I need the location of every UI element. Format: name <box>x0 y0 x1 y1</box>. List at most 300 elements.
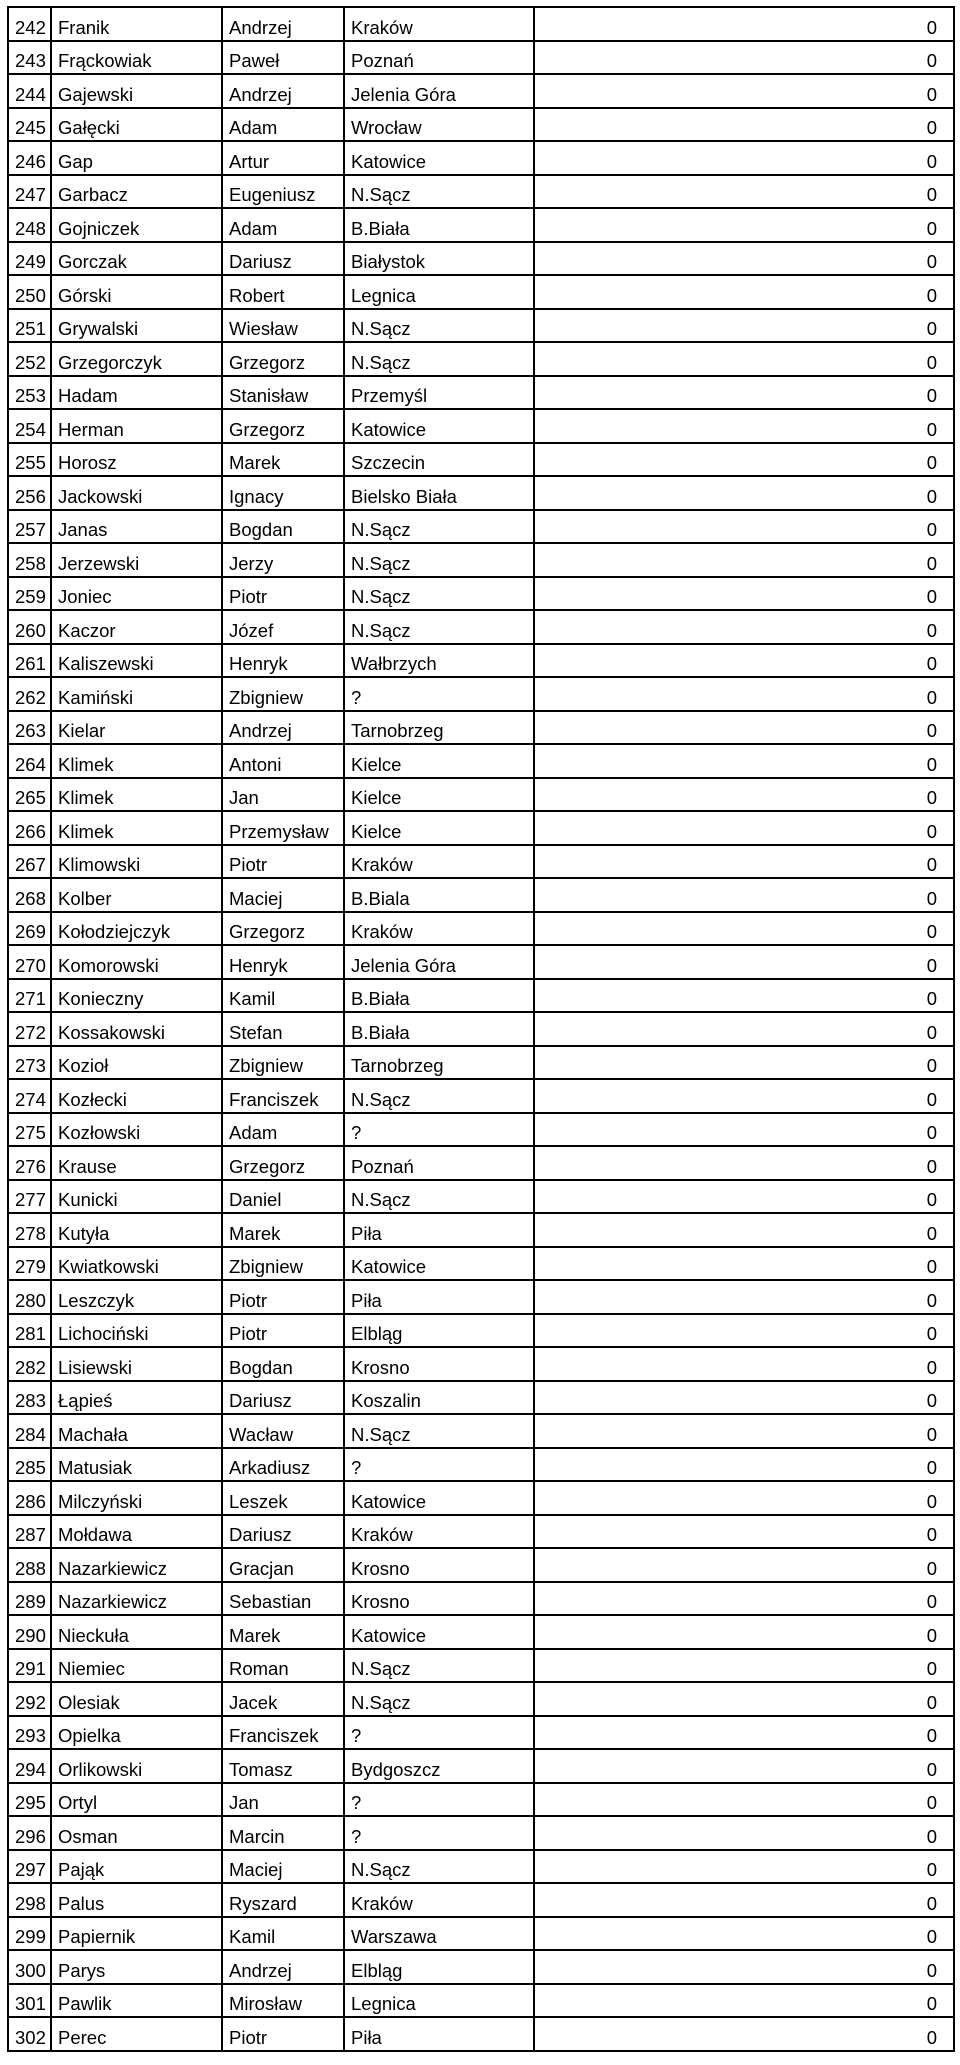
first-name-cell: Jacek <box>222 1682 344 1716</box>
last-name-cell: Parys <box>51 1950 222 1984</box>
score-cell: 0 <box>534 1515 954 1549</box>
last-name-cell: Opielka <box>51 1716 222 1750</box>
last-name-cell: Gajewski <box>51 74 222 108</box>
table-row <box>8 41 954 75</box>
first-name-cell: Maciej <box>222 878 344 912</box>
city-cell: Elbląg <box>344 1950 534 1984</box>
city-cell: N.Sącz <box>344 1414 534 1448</box>
row-number: 286 <box>8 1481 51 1515</box>
city-cell: N.Sącz <box>344 1649 534 1683</box>
city-cell: Jelenia Góra <box>344 945 534 979</box>
first-name-cell: Roman <box>222 1649 344 1683</box>
city-cell: Tarnobrzeg <box>344 1046 534 1080</box>
row-number: 300 <box>8 1950 51 1984</box>
last-name-cell: Kaliszewski <box>51 644 222 678</box>
score-cell: 0 <box>534 1280 954 1314</box>
table-row <box>8 1079 954 1113</box>
score-cell: 0 <box>534 1548 954 1582</box>
table-row <box>8 376 954 410</box>
city-cell: Katowice <box>344 409 534 443</box>
last-name-cell: Nieckuła <box>51 1615 222 1649</box>
score-cell: 0 <box>534 1247 954 1281</box>
first-name-cell: Piotr <box>222 845 344 879</box>
row-number: 279 <box>8 1247 51 1281</box>
city-cell: N.Sącz <box>344 1850 534 1884</box>
first-name-cell: Daniel <box>222 1180 344 1214</box>
table-row <box>8 1448 954 1482</box>
city-cell: Szczecin <box>344 443 534 477</box>
city-cell: Białystok <box>344 242 534 276</box>
last-name-cell: Grywalski <box>51 309 222 343</box>
last-name-cell: Konieczny <box>51 979 222 1013</box>
table-row <box>8 242 954 276</box>
score-cell: 0 <box>534 1314 954 1348</box>
last-name-cell: Krause <box>51 1146 222 1180</box>
first-name-cell: Marek <box>222 1615 344 1649</box>
table-row <box>8 1984 954 2018</box>
first-name-cell: Franciszek <box>222 1079 344 1113</box>
last-name-cell: Kielar <box>51 711 222 745</box>
score-cell: 0 <box>534 945 954 979</box>
row-number: 254 <box>8 409 51 443</box>
score-cell: 0 <box>534 1816 954 1850</box>
last-name-cell: Perec <box>51 2017 222 2051</box>
row-number: 290 <box>8 1615 51 1649</box>
results-table-body <box>8 7 954 2051</box>
first-name-cell: Andrzej <box>222 74 344 108</box>
first-name-cell: Bogdan <box>222 1347 344 1381</box>
table-row <box>8 1247 954 1281</box>
score-cell: 0 <box>534 711 954 745</box>
city-cell: N.Sącz <box>344 1682 534 1716</box>
first-name-cell: Adam <box>222 1113 344 1147</box>
city-cell: Wałbrzych <box>344 644 534 678</box>
city-cell: Jelenia Góra <box>344 74 534 108</box>
score-cell: 0 <box>534 175 954 209</box>
row-number: 280 <box>8 1280 51 1314</box>
last-name-cell: Leszczyk <box>51 1280 222 1314</box>
score-cell: 0 <box>534 41 954 75</box>
row-number: 271 <box>8 979 51 1013</box>
last-name-cell: Kozioł <box>51 1046 222 1080</box>
table-row <box>8 1883 954 1917</box>
city-cell: Bydgoszcz <box>344 1749 534 1783</box>
score-cell: 0 <box>534 1448 954 1482</box>
last-name-cell: Lichociński <box>51 1314 222 1348</box>
row-number: 268 <box>8 878 51 912</box>
row-number: 294 <box>8 1749 51 1783</box>
last-name-cell: Hadam <box>51 376 222 410</box>
score-cell: 0 <box>534 845 954 879</box>
score-cell: 0 <box>534 208 954 242</box>
row-number: 297 <box>8 1850 51 1884</box>
first-name-cell: Dariusz <box>222 1515 344 1549</box>
row-number: 269 <box>8 912 51 946</box>
first-name-cell: Marek <box>222 443 344 477</box>
table-row <box>8 2017 954 2051</box>
table-row <box>8 1582 954 1616</box>
last-name-cell: Kwiatkowski <box>51 1247 222 1281</box>
last-name-cell: Niemiec <box>51 1649 222 1683</box>
score-cell: 0 <box>534 1615 954 1649</box>
city-cell: Warszawa <box>344 1917 534 1951</box>
first-name-cell: Stefan <box>222 1012 344 1046</box>
table-row <box>8 342 954 376</box>
city-cell: Kraków <box>344 1883 534 1917</box>
city-cell: B.Biała <box>344 208 534 242</box>
last-name-cell: Kutyła <box>51 1213 222 1247</box>
first-name-cell: Robert <box>222 275 344 309</box>
first-name-cell: Antoni <box>222 744 344 778</box>
city-cell: Koszalin <box>344 1381 534 1415</box>
table-row <box>8 577 954 611</box>
table-row <box>8 677 954 711</box>
score-cell: 0 <box>534 778 954 812</box>
row-number: 299 <box>8 1917 51 1951</box>
score-cell: 0 <box>534 1749 954 1783</box>
last-name-cell: Ortyl <box>51 1783 222 1817</box>
score-cell: 0 <box>534 644 954 678</box>
city-cell: ? <box>344 1816 534 1850</box>
last-name-cell: Kolber <box>51 878 222 912</box>
last-name-cell: Kozłecki <box>51 1079 222 1113</box>
table-row <box>8 1481 954 1515</box>
last-name-cell: Mołdawa <box>51 1515 222 1549</box>
first-name-cell: Józef <box>222 610 344 644</box>
last-name-cell: Palus <box>51 1883 222 1917</box>
row-number: 274 <box>8 1079 51 1113</box>
first-name-cell: Maciej <box>222 1850 344 1884</box>
city-cell: Wrocław <box>344 108 534 142</box>
score-cell: 0 <box>534 1012 954 1046</box>
row-number: 273 <box>8 1046 51 1080</box>
score-cell: 0 <box>534 1079 954 1113</box>
table-row <box>8 644 954 678</box>
first-name-cell: Paweł <box>222 41 344 75</box>
last-name-cell: Jerzewski <box>51 543 222 577</box>
city-cell: ? <box>344 1448 534 1482</box>
last-name-cell: Gojniczek <box>51 208 222 242</box>
first-name-cell: Artur <box>222 141 344 175</box>
first-name-cell: Grzegorz <box>222 912 344 946</box>
score-cell: 0 <box>534 74 954 108</box>
table-row <box>8 1850 954 1884</box>
city-cell: Kraków <box>344 845 534 879</box>
first-name-cell: Dariusz <box>222 1381 344 1415</box>
score-cell: 0 <box>534 1783 954 1817</box>
city-cell: Katowice <box>344 1615 534 1649</box>
city-cell: Legnica <box>344 275 534 309</box>
city-cell: Kielce <box>344 811 534 845</box>
row-number: 265 <box>8 778 51 812</box>
table-row <box>8 1381 954 1415</box>
score-cell: 0 <box>534 1180 954 1214</box>
last-name-cell: Nazarkiewicz <box>51 1548 222 1582</box>
city-cell: N.Sącz <box>344 577 534 611</box>
city-cell: Krosno <box>344 1548 534 1582</box>
row-number: 256 <box>8 476 51 510</box>
row-number: 289 <box>8 1582 51 1616</box>
score-cell: 0 <box>534 141 954 175</box>
row-number: 251 <box>8 309 51 343</box>
city-cell: Kraków <box>344 1515 534 1549</box>
table-row <box>8 711 954 745</box>
table-row <box>8 945 954 979</box>
city-cell: Krosno <box>344 1582 534 1616</box>
table-row <box>8 1950 954 1984</box>
first-name-cell: Ignacy <box>222 476 344 510</box>
row-number: 285 <box>8 1448 51 1482</box>
table-row <box>8 811 954 845</box>
row-number: 260 <box>8 610 51 644</box>
city-cell: B.Biała <box>344 1012 534 1046</box>
last-name-cell: Grzegorczyk <box>51 342 222 376</box>
last-name-cell: Lisiewski <box>51 1347 222 1381</box>
first-name-cell: Jan <box>222 778 344 812</box>
table-row <box>8 1180 954 1214</box>
last-name-cell: Kaczor <box>51 610 222 644</box>
row-number: 258 <box>8 543 51 577</box>
score-cell: 0 <box>534 1850 954 1884</box>
row-number: 267 <box>8 845 51 879</box>
table-row <box>8 778 954 812</box>
row-number: 298 <box>8 1883 51 1917</box>
city-cell: Kraków <box>344 7 534 41</box>
first-name-cell: Franciszek <box>222 1716 344 1750</box>
first-name-cell: Zbigniew <box>222 1247 344 1281</box>
score-cell: 0 <box>534 275 954 309</box>
score-cell: 0 <box>534 744 954 778</box>
score-cell: 0 <box>534 242 954 276</box>
last-name-cell: Herman <box>51 409 222 443</box>
score-cell: 0 <box>534 510 954 544</box>
row-number: 301 <box>8 1984 51 2018</box>
table-row <box>8 845 954 879</box>
first-name-cell: Kamil <box>222 979 344 1013</box>
table-row <box>8 744 954 778</box>
table-row <box>8 1280 954 1314</box>
first-name-cell: Grzegorz <box>222 409 344 443</box>
row-number: 250 <box>8 275 51 309</box>
table-row <box>8 543 954 577</box>
first-name-cell: Piotr <box>222 2017 344 2051</box>
first-name-cell: Grzegorz <box>222 1146 344 1180</box>
city-cell: Elbląg <box>344 1314 534 1348</box>
first-name-cell: Eugeniusz <box>222 175 344 209</box>
table-row <box>8 309 954 343</box>
last-name-cell: Pawlik <box>51 1984 222 2018</box>
row-number: 270 <box>8 945 51 979</box>
score-cell: 0 <box>534 1046 954 1080</box>
table-row <box>8 1046 954 1080</box>
first-name-cell: Henryk <box>222 945 344 979</box>
table-row <box>8 1649 954 1683</box>
first-name-cell: Andrzej <box>222 7 344 41</box>
row-number: 242 <box>8 7 51 41</box>
table-row <box>8 610 954 644</box>
table-row <box>8 1682 954 1716</box>
city-cell: N.Sącz <box>344 175 534 209</box>
score-cell: 0 <box>534 1146 954 1180</box>
last-name-cell: Gap <box>51 141 222 175</box>
last-name-cell: Gałęcki <box>51 108 222 142</box>
score-cell: 0 <box>534 1381 954 1415</box>
last-name-cell: Kossakowski <box>51 1012 222 1046</box>
row-number: 275 <box>8 1113 51 1147</box>
last-name-cell: Gorczak <box>51 242 222 276</box>
last-name-cell: Łąpieś <box>51 1381 222 1415</box>
city-cell: Przemyśl <box>344 376 534 410</box>
row-number: 243 <box>8 41 51 75</box>
score-cell: 0 <box>534 1950 954 1984</box>
table-row <box>8 1113 954 1147</box>
table-row <box>8 1749 954 1783</box>
score-cell: 0 <box>534 677 954 711</box>
city-cell: Poznań <box>344 41 534 75</box>
last-name-cell: Klimek <box>51 744 222 778</box>
row-number: 288 <box>8 1548 51 1582</box>
first-name-cell: Grzegorz <box>222 342 344 376</box>
score-cell: 0 <box>534 610 954 644</box>
table-row <box>8 74 954 108</box>
city-cell: ? <box>344 1113 534 1147</box>
last-name-cell: Frąckowiak <box>51 41 222 75</box>
table-row <box>8 1314 954 1348</box>
city-cell: Kraków <box>344 912 534 946</box>
row-number: 291 <box>8 1649 51 1683</box>
first-name-cell: Piotr <box>222 1314 344 1348</box>
table-row <box>8 510 954 544</box>
city-cell: Krosno <box>344 1347 534 1381</box>
first-name-cell: Gracjan <box>222 1548 344 1582</box>
table-row <box>8 443 954 477</box>
score-cell: 0 <box>534 2017 954 2051</box>
table-row <box>8 1146 954 1180</box>
first-name-cell: Mirosław <box>222 1984 344 2018</box>
score-cell: 0 <box>534 577 954 611</box>
last-name-cell: Papiernik <box>51 1917 222 1951</box>
first-name-cell: Adam <box>222 108 344 142</box>
row-number: 244 <box>8 74 51 108</box>
city-cell: Piła <box>344 1213 534 1247</box>
row-number: 276 <box>8 1146 51 1180</box>
city-cell: Kielce <box>344 778 534 812</box>
row-number: 261 <box>8 644 51 678</box>
row-number: 246 <box>8 141 51 175</box>
score-cell: 0 <box>534 1917 954 1951</box>
table-row <box>8 1548 954 1582</box>
first-name-cell: Stanisław <box>222 376 344 410</box>
last-name-cell: Klimek <box>51 778 222 812</box>
row-number: 284 <box>8 1414 51 1448</box>
last-name-cell: Kunicki <box>51 1180 222 1214</box>
score-cell: 0 <box>534 811 954 845</box>
first-name-cell: Kamil <box>222 1917 344 1951</box>
city-cell: Katowice <box>344 1247 534 1281</box>
city-cell: Tarnobrzeg <box>344 711 534 745</box>
score-cell: 0 <box>534 1649 954 1683</box>
last-name-cell: Nazarkiewicz <box>51 1582 222 1616</box>
row-number: 302 <box>8 2017 51 2051</box>
last-name-cell: Orlikowski <box>51 1749 222 1783</box>
score-cell: 0 <box>534 476 954 510</box>
table-row <box>8 878 954 912</box>
score-cell: 0 <box>534 409 954 443</box>
table-row <box>8 409 954 443</box>
city-cell: Legnica <box>344 1984 534 2018</box>
table-row <box>8 1816 954 1850</box>
table-row <box>8 7 954 41</box>
first-name-cell: Tomasz <box>222 1749 344 1783</box>
last-name-cell: Janas <box>51 510 222 544</box>
city-cell: B.Biala <box>344 878 534 912</box>
city-cell: Poznań <box>344 1146 534 1180</box>
first-name-cell: Adam <box>222 208 344 242</box>
score-cell: 0 <box>534 1984 954 2018</box>
score-cell: 0 <box>534 342 954 376</box>
score-cell: 0 <box>534 7 954 41</box>
first-name-cell: Andrzej <box>222 1950 344 1984</box>
first-name-cell: Jan <box>222 1783 344 1817</box>
table-row <box>8 275 954 309</box>
row-number: 247 <box>8 175 51 209</box>
first-name-cell: Andrzej <box>222 711 344 745</box>
first-name-cell: Zbigniew <box>222 677 344 711</box>
first-name-cell: Dariusz <box>222 242 344 276</box>
table-row <box>8 141 954 175</box>
city-cell: ? <box>344 677 534 711</box>
table-row <box>8 1716 954 1750</box>
table-row <box>8 1515 954 1549</box>
table-row <box>8 1414 954 1448</box>
table-row <box>8 912 954 946</box>
score-cell: 0 <box>534 443 954 477</box>
city-cell: N.Sącz <box>344 1180 534 1214</box>
city-cell: N.Sącz <box>344 543 534 577</box>
score-cell: 0 <box>534 912 954 946</box>
table-row <box>8 208 954 242</box>
first-name-cell: Arkadiusz <box>222 1448 344 1482</box>
score-cell: 0 <box>534 1113 954 1147</box>
last-name-cell: Osman <box>51 1816 222 1850</box>
last-name-cell: Garbacz <box>51 175 222 209</box>
score-cell: 0 <box>534 1481 954 1515</box>
row-number: 252 <box>8 342 51 376</box>
score-cell: 0 <box>534 1883 954 1917</box>
city-cell: N.Sącz <box>344 510 534 544</box>
row-number: 277 <box>8 1180 51 1214</box>
city-cell: N.Sącz <box>344 309 534 343</box>
score-cell: 0 <box>534 1347 954 1381</box>
city-cell: N.Sącz <box>344 342 534 376</box>
table-row <box>8 1783 954 1817</box>
first-name-cell: Henryk <box>222 644 344 678</box>
results-table <box>7 6 955 2052</box>
score-cell: 0 <box>534 1582 954 1616</box>
first-name-cell: Ryszard <box>222 1883 344 1917</box>
row-number: 293 <box>8 1716 51 1750</box>
table-row <box>8 108 954 142</box>
row-number: 249 <box>8 242 51 276</box>
row-number: 259 <box>8 577 51 611</box>
table-row <box>8 979 954 1013</box>
city-cell: B.Biała <box>344 979 534 1013</box>
last-name-cell: Komorowski <box>51 945 222 979</box>
last-name-cell: Horosz <box>51 443 222 477</box>
city-cell: Piła <box>344 1280 534 1314</box>
city-cell: ? <box>344 1716 534 1750</box>
row-number: 292 <box>8 1682 51 1716</box>
